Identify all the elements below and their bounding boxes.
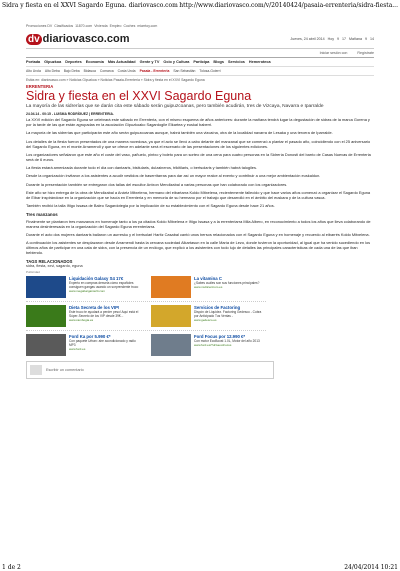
topbar-link[interactable]: miarrtoy.com — [137, 24, 158, 28]
ad-body: Experto en compras desvela cómo españoles consiguen gangas usando un sorprendente truco — [69, 280, 139, 289]
subnav-item[interactable]: Alto Deba — [44, 69, 60, 73]
weather-today-label: Hoy — [327, 37, 334, 41]
subnav-item[interactable]: Bajo Deba — [63, 69, 80, 73]
nav-item[interactable]: Blogs — [213, 60, 224, 64]
nav-item[interactable]: Gente y TV — [139, 60, 160, 64]
login-row — [26, 49, 374, 57]
topbar-link[interactable]: Vivienda — [94, 24, 108, 28]
ad-body: Con motor EcoBoost 1.0L, Motor del año 2013 — [194, 338, 260, 343]
article-subhead: Tres manzanos — [26, 211, 58, 217]
ad-title[interactable]: Liquidación Galaxy S4 17€ — [69, 275, 124, 281]
nav-item[interactable]: Ocio y Cultura — [163, 60, 190, 64]
print-url: http://www.diariovasco.com/v/20140424/pasaia-errenteria/sidra-fiesta... — [179, 2, 398, 9]
comment-input[interactable]: Escribir un comentario — [46, 367, 84, 372]
weather-tomorrow-label: Mañana — [349, 37, 362, 41]
date-weather — [290, 37, 374, 41]
ad-url[interactable]: www.gedesco.es — [194, 317, 217, 322]
ad-item[interactable] — [151, 276, 266, 298]
ad-item[interactable] — [151, 334, 266, 356]
paragraph: Los organizadores señalaron que este año el coste del vaso, pañuelo, pintxo y boleto para un sorteo de una cena para cuatro personas en la Sidrería Donosti del barrio de Casas Nuevas de Errenteria será de 6 euros. — [26, 151, 371, 162]
tags-heading: TAGS RELACIONADOS — [26, 258, 73, 264]
nav-item[interactable]: Economía — [85, 60, 104, 64]
ad-title[interactable]: Ford Ka por 5.990 €* — [69, 333, 111, 339]
ad-url[interactable]: www.megabargains24.com — [69, 288, 106, 293]
ad-thumbnail — [26, 276, 66, 298]
topbar — [26, 22, 374, 30]
nav-item[interactable]: Deportes — [65, 60, 82, 64]
article-lead: La mayoría de las sidrerías que se darán cita este sábado serán guipuzcoanas, pero también acudirán, tres de Vizcaya, Navarra e Iparralde — [26, 104, 324, 109]
subnav-item[interactable]: San Sebastián — [173, 69, 196, 73]
paragraph: La mayoría de las sidrerías que participarán este año serán guipuzcoanas aunque, habrá también una vizcaína, otra de la localidad navarra de Lesaka y una tercera de Iparralde. — [26, 130, 333, 136]
nav-item[interactable]: Más Actualidad — [107, 60, 136, 64]
ad-body: Dispón de Liquidez. Factoring Gedesco - Cobra por Anticipado Tus Ventas - — [194, 309, 262, 318]
weather-today-min: 9 — [337, 37, 339, 41]
avatar — [30, 365, 42, 375]
ad-item[interactable] — [26, 276, 141, 298]
subnav-item[interactable]: Comarca — [99, 69, 114, 73]
ad-divider — [26, 330, 266, 331]
nav-item[interactable]: Portada — [26, 60, 41, 64]
article-title: Sidra y fiesta en el XXVI Sagardo Eguna — [26, 89, 252, 103]
sub-nav — [26, 67, 374, 76]
paragraph: Durante el acto dos mujeres dantzaris bailaron un aurresku y el bertsolari Haritz Casabal cantó unos bersos relacionados con el Sagardo Eguna y en homenaje y recuerdo al eibarrés Koldo Mitxelena. — [26, 231, 370, 237]
paragraph: Durante la presentación también se entregaron dos tallas del escultor Antxon Mendizabal a varias personas que han colaborado con los organizadores. — [26, 181, 288, 187]
ad-body: Con paquete Urban: aire acondicionado y radio MP3 — [69, 338, 136, 347]
ads-label: Publicidad — [26, 269, 40, 274]
ad-item[interactable] — [151, 305, 266, 327]
print-title: Sidra y fiesta en el XXVI Sagardo Eguna. diariovasco.com — [2, 2, 178, 9]
topbar-link[interactable]: Clasificados — [54, 24, 74, 28]
ad-body: Este truco te ayudará a perder peso! Aquí está el Súper-Secreto de los VIP desde 39€... — [69, 309, 139, 318]
paragraph: También recibió la talla Iñigo Issasa de Baleo Sagardotegia por la implicación de su establecimiento con el Sagardo Eguna desde hace 21 años. — [26, 203, 275, 209]
ad-thumbnail — [26, 334, 66, 356]
print-page-number: 1 de 2 — [2, 564, 21, 571]
nav-item[interactable]: Participa — [193, 60, 210, 64]
nav-item[interactable]: Hemeroteca — [248, 60, 271, 64]
paragraph: La XXVI edición del Sagardo Eguna se celebrará este sábado en Errenteria, con el mismo esquema de años anteriores: durante la mañana tendrá lugar la degustación de sidras de la marca Gorena y por la tarde de las que están agrupadas en la asociación Gipuzkoako Sagardogile Elkartea y euskal baberri. — [26, 117, 370, 127]
ads-grid — [26, 276, 266, 356]
logo-text: diariovasco.com — [42, 33, 130, 45]
ad-title[interactable]: Servicios de Factoring — [194, 304, 241, 310]
comment-box[interactable] — [26, 361, 274, 379]
article-byline: 24.04.14 - 00:15 - LUISMA RODRÍGUEZ | ERRENTERIA. — [26, 112, 114, 116]
weather-tomorrow-max: 14 — [370, 37, 374, 41]
ad-url[interactable]: www.ford.es — [69, 346, 86, 351]
subnav-item-active[interactable]: Pasaia - Errenteria — [139, 69, 170, 73]
ad-thumbnail — [151, 334, 191, 356]
section-label: ERRENTERIA — [26, 84, 54, 89]
ad-title[interactable]: La vitamina C — [194, 275, 222, 281]
subnav-item[interactable]: Bidasoa — [83, 69, 96, 73]
breadcrumb[interactable]: Estás en: diariovasco.com » Noticias Gipuzkoa » Noticias Pasaia-Errenteria » Sidra y fiesta en el XXVI Sagardo Eguna — [26, 78, 205, 82]
ad-thumbnail — [151, 276, 191, 298]
subnav-item[interactable]: Alto Urola — [26, 69, 41, 73]
print-datetime: 24/04/2014 10:21 — [344, 564, 398, 571]
ad-divider — [26, 301, 266, 302]
ad-url[interactable]: www.cambogia.es — [69, 317, 94, 322]
main-nav — [26, 57, 374, 67]
paragraph: Este año se hizo entrega de la obra de Mendizabal a Anártz Mitxelena, hermano del eibartarra Koldo Mitxelena, recientemente fallecido y que hace varios años comenzó a organizar el Sagardo Eguna de Eibar inspirándose en la organización que se hacía en Errenteria y en memoria de su hermano por el trabajo que desarrolló en el ámbito del euskara y de la cultura vasca. — [26, 190, 371, 201]
ad-thumbnail — [26, 305, 66, 327]
topbar-link[interactable]: 11870.com — [75, 24, 93, 28]
masthead — [26, 30, 374, 49]
topbar-link[interactable]: Coches — [123, 24, 136, 28]
tags-list[interactable]: sidra, fiesta, xxvi, sagardo, eguna — [26, 263, 83, 268]
paragraph: A continuación los asistentes se desplazaron desde Arramendi hasta la cercana sociedad Alkartasun en la calle María de Lezo, donde tuvieron la oportunidad, al igual que ha venido sucediendo en los últimos años de participar en una cata de sidra, con la presencia de un enólogo, que explicó a los asistentes con todo lujo de detalles las principales características de cada una de las que iban bebiendo. — [26, 240, 371, 256]
paragraph: Desde la organización invitaron a los asistentes a acudir vestidos de baserritarras para dar así un mayor realce al evento y contribuir a una mejor ambientación euskaldun. — [26, 173, 321, 179]
subnav-item[interactable]: Costa Urola — [117, 69, 136, 73]
subnav-item[interactable]: Tolosa-Goierri — [199, 69, 221, 73]
site-logo[interactable] — [26, 33, 130, 45]
ad-title[interactable]: Dieta Secreta de los VIP! — [69, 304, 120, 310]
article-body — [26, 117, 374, 255]
paragraph: Los detalles de la fiesta fueron presentados de una manera novedosa, ya que el acto se llevó a cabo delante del manzanal que se comenzó a plantar el pasado año, coincidiendo con el 25 aniversario del Sagardo Eguna, en el monte Arramendi y que se ofrece en adelante será el escenario de las presentaciones de los siguientes ediciones. — [26, 138, 371, 149]
weather-tomorrow-min: 9 — [365, 37, 367, 41]
ad-title[interactable]: Ford Focus por 12.990 €* — [194, 333, 246, 339]
register-link[interactable]: Regístrate — [357, 51, 374, 55]
current-date: Jueves, 24 abril 2014 — [290, 37, 325, 41]
ad-url[interactable]: www.ford.es/TuNuevoFocus — [194, 342, 232, 347]
nav-item[interactable]: Gipuzkoa — [44, 60, 62, 64]
paragraph: La fiesta estará amenizada durante todo el día con dantzaris, bisitularis, dulzaineros, trikitilaris, o bertsolaris y también habrá talogiles. — [26, 165, 257, 171]
ad-item[interactable] — [26, 334, 141, 356]
topbar-link[interactable]: Empleo — [109, 24, 122, 28]
ad-thumbnail — [151, 305, 191, 327]
topbar-link[interactable]: Promociones DV — [26, 24, 53, 28]
ad-body: ¿Sabes cuáles son sus funciones principales? — [194, 280, 260, 285]
weather-today-max: 17 — [342, 37, 346, 41]
login-link[interactable]: Iniciar sesión con — [319, 51, 348, 55]
page — [26, 22, 374, 550]
nav-item[interactable]: Servicios — [227, 60, 245, 64]
ad-url[interactable]: www.multicentrum.es — [194, 284, 223, 289]
paragraph: Finalmente se plantaron tres manzanos en homenaje tanto a los ya citados Koldo Mitxelena e Iñigo Issasa y a la errenteriarra Mila Albero, en reconocimiento a todos los años que lleva colaborando de manera desinteresada en la organización del Sagardo Eguna errenteriarra. — [26, 218, 371, 229]
logo-mark: dv — [28, 33, 40, 45]
ad-item[interactable] — [26, 305, 141, 327]
